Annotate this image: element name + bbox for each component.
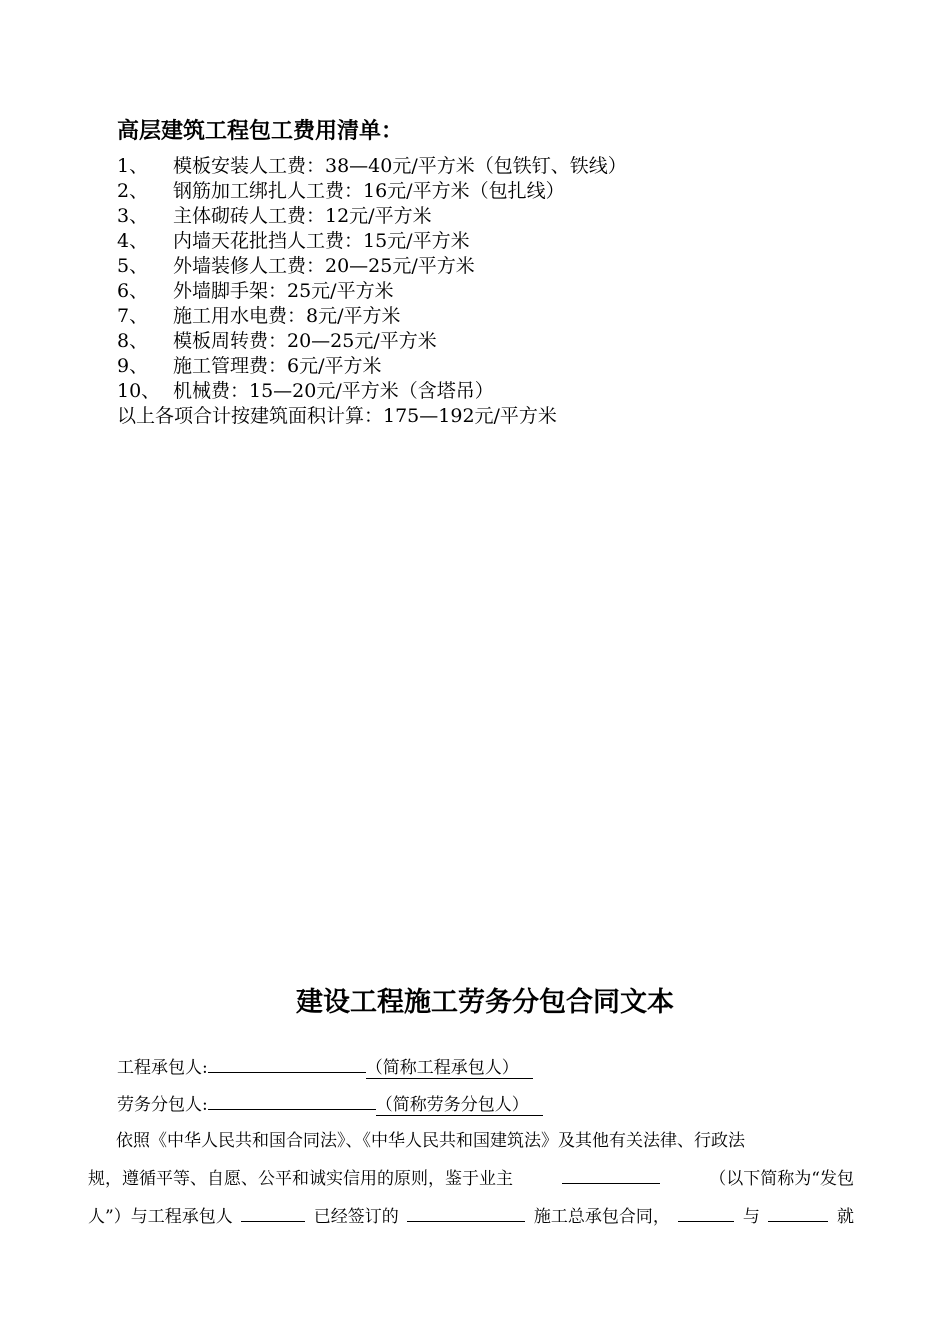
contractor-name-blank <box>241 1201 305 1222</box>
list-item <box>117 329 627 354</box>
list-item <box>117 279 627 304</box>
item-number: 9、 <box>117 355 149 377</box>
paragraph-text: 依照《中华人民共和国合同法》、《中华人民共和国建筑法》及其他有关法律、行政法 <box>116 1131 745 1151</box>
paragraph-text: 规，遵循平等、自愿、公平和诚实信用的原则，鉴于业主 <box>88 1169 513 1189</box>
list-item <box>117 179 627 204</box>
list-item <box>117 204 627 229</box>
list-item <box>117 154 627 179</box>
paragraph-text: 已经签订的 <box>313 1207 399 1227</box>
list-item <box>117 354 627 379</box>
item-number: 8、 <box>117 330 149 352</box>
item-text: 施工管理费：6元/平方米 <box>173 355 382 377</box>
paragraph-text: 与 <box>742 1207 760 1227</box>
list-item <box>117 304 627 329</box>
fee-total: 以上各项合计按建筑面积计算：175—192元/平方米 <box>117 405 557 427</box>
party-contractor <box>117 1052 533 1080</box>
item-number: 7、 <box>117 305 149 327</box>
item-number: 3、 <box>117 205 149 227</box>
owner-blank <box>562 1163 660 1184</box>
contract-title: 建设工程施工劳务分包合同文本 <box>296 987 674 1018</box>
paragraph-text: 人”）与工程承包人 <box>88 1207 233 1227</box>
party-b-blank <box>768 1201 828 1222</box>
project-blank <box>407 1201 525 1222</box>
contract-paragraph <box>88 1122 854 1236</box>
item-text: 施工用水电费：8元/平方米 <box>173 305 401 327</box>
paragraph-line <box>88 1198 854 1236</box>
list-item <box>117 379 627 404</box>
fee-list <box>117 154 627 404</box>
item-text: 外墙脚手架：25元/平方米 <box>173 280 394 302</box>
list-item <box>117 229 627 254</box>
paragraph-line <box>88 1122 854 1160</box>
paragraph-text: 施工总承包合同， <box>533 1207 670 1227</box>
item-text: 外墙装修人工费：20—25元/平方米 <box>173 255 475 277</box>
item-text: 模板周转费：20—25元/平方米 <box>173 330 437 352</box>
contractor-blank <box>208 1052 366 1073</box>
fee-list-title: 高层建筑工程包工费用清单： <box>117 118 404 144</box>
item-text: 钢筋加工绑扎人工费：16元/平方米（包扎线） <box>173 180 565 202</box>
item-text: 机械费：15—20元/平方米（含塔吊） <box>173 380 494 402</box>
party-note: （简称工程承包人） <box>366 1058 533 1079</box>
item-number: 6、 <box>117 280 149 302</box>
list-item <box>117 254 627 279</box>
party-labor-subcontractor <box>117 1089 543 1117</box>
item-number: 5、 <box>117 255 149 277</box>
subcontractor-blank <box>208 1089 376 1110</box>
item-number: 10、 <box>117 380 161 402</box>
item-text: 主体砌砖人工费：12元/平方米 <box>173 205 432 227</box>
item-number: 2、 <box>117 180 149 202</box>
paragraph-text: 就 <box>836 1207 854 1227</box>
item-text: 内墙天花批挡人工费：15元/平方米 <box>173 230 470 252</box>
party-label: 劳务分包人: <box>117 1095 208 1115</box>
item-number: 1、 <box>117 155 149 177</box>
paragraph-text: （以下简称为“发包 <box>709 1169 854 1189</box>
party-label: 工程承包人: <box>117 1058 208 1078</box>
item-number: 4、 <box>117 230 149 252</box>
party-note: （简称劳务分包人） <box>376 1095 543 1116</box>
party-a-blank <box>678 1201 734 1222</box>
item-text: 模板安装人工费：38—40元/平方米（包铁钉、铁线） <box>173 155 627 177</box>
paragraph-line <box>88 1160 854 1198</box>
